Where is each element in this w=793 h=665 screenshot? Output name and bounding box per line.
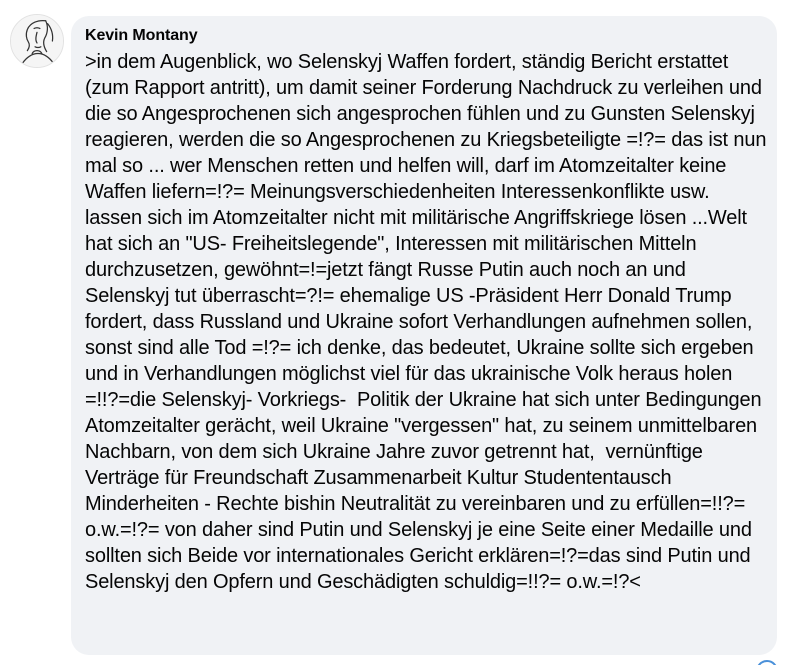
- profile-sketch-icon: [11, 15, 63, 67]
- avatar[interactable]: [10, 14, 64, 68]
- comment-text: >in dem Augenblick, wo Selenskyj Waffen fordert, ständig Bericht erstattet (zum Rapport antritt), um damit seiner Forderung Nachdruck zu verleihen und die so Angesprochenen sich angesprochen fühlen und zu Gunsten Selenskyj reagieren, werden die so Angesprochenen zu Kriegsbeteiligte =!?= das ist nun mal so ... wer Menschen retten und helfen will, darf im Atomzeitalter keine Waffen liefern=!?= Meinungsverschiedenheiten Interessenkonflikte usw. lassen sich im Atomzeitalter nicht mit militärische Angriffskriege lösen ...Welt hat sich an "US- Freiheitslegende", Interessen mit militärischen Mitteln durchzusetzen, gewöhnt=!=jetzt fängt Russe Putin auch noch an und Selenskyj tut überrascht=?!= ehemalige US -Präsident Herr Donald Trump fordert, dass Russland und Ukraine sofort Verhandlungen aufnehmen sollen, sonst sind alle Tod =!?= ich denke, das bedeutet, Ukraine sollte sich ergeben und in Verhandlungen möglichst viel für das ukrainische Volk heraus holen =!!?=die Selenskyj- Vorkriegs- Politik der Ukraine hat sich unter Bedingungen Atomzeitalter gerächt, weil Ukraine "vergessen" hat, zu seinem unmittelbaren Nachbarn, von dem sich Ukraine Jahre zuvor getrennt hat, vernünftige Verträge für Freundschaft Zusammenarbeit Kultur Studententausch Minderheiten - Rechte bishin Neutralität zu vereinbaren und zu erfüllen=!!?= o.w.=!?= von daher sind Putin und Selenskyj je eine Seite einer Medaille und sollten sich Beide vor internationales Gericht erklären=!?=das sind Putin und Selenskyj den Opfern und Geschädigten schuldig=!!?= o.w.=!?<: [85, 51, 772, 593]
- comment-author[interactable]: Kevin Montany: [85, 27, 198, 44]
- status-ring-icon: [756, 660, 778, 665]
- comment-bubble: [71, 16, 777, 655]
